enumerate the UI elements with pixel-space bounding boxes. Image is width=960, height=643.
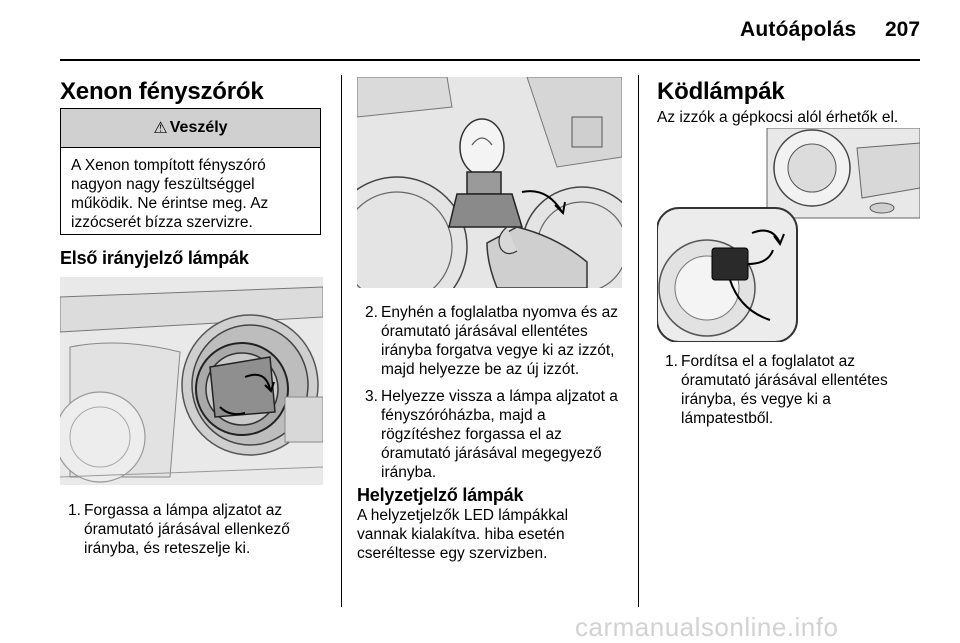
warning-triangle-icon: ⚠	[153, 120, 168, 137]
bulb-removal-drawing	[357, 77, 622, 288]
section-heading-xenon: Xenon fényszórók	[60, 78, 264, 105]
step-text: Enyhén a foglalatba nyomva és az óramutató járásával ellentétes irányba forgatva vegye ki az izzót, majd helyezze be az új izzót.	[381, 304, 618, 378]
step-text: Fordítsa el a foglalatot az óramutató járásával ellentétes irányba, és vegye ki a lámpatestből.	[681, 353, 888, 427]
step-number: 2.	[365, 304, 378, 321]
parking-lights-paragraph: A helyzetjelzők LED lámpákkal vannak kialakítva. hiba esetén cseréltesse egy szervizben.	[357, 507, 569, 562]
step-number: 3.	[365, 388, 378, 405]
subheading-parking-lights: Helyzetjelző lámpák	[357, 485, 524, 505]
steps-turn-signal	[60, 501, 330, 566]
column-divider-left	[341, 75, 342, 607]
warning-header	[61, 109, 320, 148]
header-divider	[60, 59, 920, 61]
warning-text: A Xenon tompított fényszóró nagyon nagy feszültséggel működik. Ne érintse meg. Az izzócserét bízza szervizre.	[71, 157, 269, 231]
turn-signal-drawing	[60, 277, 323, 485]
steps-bulb-replace	[357, 303, 627, 490]
page-number: 207	[885, 18, 921, 41]
step-text: Forgassa a lámpa aljzatot az óramutató járásával ellenkező irányba, és reteszelje ki.	[84, 502, 290, 557]
column-divider-right	[638, 75, 639, 607]
list-item	[357, 303, 627, 379]
list-item	[60, 501, 330, 558]
step-text: Helyezze vissza a lámpa aljzatot a fényszóróházba, majd a rögzítéshez forgassa el az óramutató járásával megegyező irányba.	[381, 388, 618, 481]
subheading-turn-signal: Első irányjelző lámpák	[60, 248, 249, 268]
list-item	[357, 387, 627, 482]
fog-lamp-illustration	[657, 128, 920, 342]
section-title: Autóápolás	[740, 18, 857, 41]
list-item	[657, 352, 922, 428]
step-number: 1.	[68, 502, 81, 519]
bulb-removal-illustration	[357, 77, 622, 288]
section-heading-fog-lamps: Ködlámpák	[657, 78, 785, 105]
watermark-text: carmanualsonline.info	[575, 612, 839, 642]
steps-fog-lamp	[657, 352, 922, 436]
fog-lamp-drawing	[657, 128, 920, 342]
fog-lamps-intro: Az izzók a gépkocsi alól érhetők el.	[657, 109, 899, 126]
turn-signal-illustration	[60, 277, 323, 485]
step-number: 1.	[665, 353, 678, 370]
warning-box	[60, 108, 321, 235]
warning-label: Veszély	[169, 119, 228, 136]
